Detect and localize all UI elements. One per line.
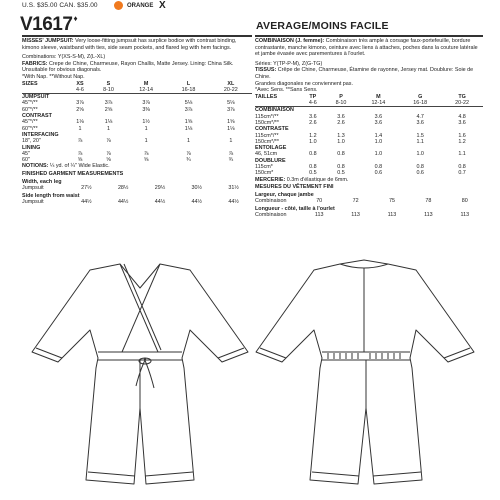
description-en: MISSES' JUMPSUIT: Very loose-fitting jumpsuit has surplice bodice with contrast binding, kimono sleeve, waistband with ties, side seam pockets, and flared leg with hem facings.: [22, 38, 237, 51]
table-row: Combinaison 113 113 113 113 113: [255, 212, 470, 219]
section-title: JUMPSUIT: [22, 94, 50, 101]
size-header-row: TAILLES TP P M G TG: [255, 93, 466, 100]
finished-measurements-title-en: FINISHED GARMENT MEASUREMENTS: [22, 171, 124, 178]
pattern-diamond-icon: ♦: [73, 14, 78, 23]
section-title: CONTRAST: [22, 113, 52, 120]
divider-right: [255, 35, 483, 37]
size-number-row: 4-6 8-10 12-14 16-18 20-22: [22, 87, 252, 94]
section-title: DOUBLURE: [255, 157, 286, 164]
table-row: Jumpsuit 44½ 44½ 44½ 44½ 44½: [22, 199, 239, 206]
fabrics-fr: TISSUS: Crêpe de Chine, Charmeuse, Étamine de rayonne, Jersey mat. Doublure: Soie de Chine.: [255, 67, 474, 80]
table-row: 60"*/** 2⅝ 2⅝ 3⅜ 3⅞ 3⅞: [22, 106, 235, 113]
notions-en: NOTIONS: ¼ yd. of ¼" Wide Elastic.: [22, 163, 110, 170]
table-row: 150cm* 0.5 0.5 0.6 0.6 0.7: [255, 170, 466, 177]
english-column: [22, 38, 252, 205]
table-row: 60" ⅝ ⅝ ⅝ ¾ ¾: [22, 157, 234, 164]
table-row: Jumpsuit 27½ 28½ 29½ 30½ 31½: [22, 185, 239, 192]
width-table-en: [22, 185, 252, 191]
size-number-row: 4-6 8-10 12-14 16-18 20-22: [255, 100, 483, 107]
table-row: 150cm*/** 2.6 2.6 3.6 3.6 3.6: [255, 119, 466, 126]
table-row: Combinaison 70 72 75 78 80: [255, 198, 468, 205]
technical-drawings: [22, 258, 482, 490]
combinations-en: Combinations: Y(XS-S-M), Z(L-XL): [22, 54, 106, 61]
section-title: ENTOILAGE: [255, 145, 287, 152]
side-table-fr: [255, 212, 483, 218]
price-label: U.S. $35.00 CAN. $35.00: [22, 2, 98, 9]
section-title: INTERFACING: [22, 131, 59, 138]
section-title: COMBINAISON: [255, 107, 294, 114]
table-row: 45"*/** 1⅛ 1⅛ 1½ 1⅝ 1⅝: [22, 119, 235, 126]
series-fr: Séries: Y(TP-P-M), Z(G-TG): [255, 60, 323, 67]
color-dot-icon: [114, 1, 123, 10]
width-title-en: Width, each leg: [22, 178, 62, 185]
table-row: 45" ⅞ ⅞ ⅞ ⅞ ⅞: [22, 150, 234, 157]
pattern-number: V1617♦: [20, 14, 78, 35]
table-row: 115cm*/** 3.6 3.6 3.6 4.7 4.8: [255, 113, 466, 120]
yardage-table-fr: [255, 94, 483, 177]
notions-fr: MERCERIE: 0.3m d'élastique de 6mm.: [255, 176, 349, 183]
side-length-title-fr: Longueur - côté, taille à l'ourlet: [255, 205, 335, 212]
french-column: [255, 38, 483, 219]
jumpsuit-front-line-drawing: [32, 264, 248, 484]
color-name: ORANGE: [127, 3, 154, 9]
nap-note-fr: *Avec Sens. **Sans Sens.: [255, 87, 318, 94]
table-row: 46, 51cm 0.8 0.8 1.0 1.0 1.1: [255, 151, 466, 158]
nap-note-en: *With Nap. **Without Nap.: [22, 73, 85, 80]
width-table-fr: [255, 198, 483, 204]
fabrics-en: FABRICS: Crepe de Chine, Charmeuse, Rayon Challis, Matte Jersey. Lining: China Silk.: [22, 60, 234, 67]
table-row: 60"*/** 1 1 1 1⅛ 1⅛: [22, 125, 235, 132]
x-mark: X: [159, 0, 166, 11]
side-length-title-en: Side length from waist: [22, 192, 80, 199]
table-row: 115cm*/** 1.2 1.3 1.4 1.5 1.6: [255, 132, 466, 139]
unsuitable-en: Unsuitable for obvious diagonals.: [22, 67, 102, 74]
table-row: 45"*/** 3⅞ 3⅞ 3⅞ 5⅛ 5⅛: [22, 100, 235, 107]
table-row: 115cm* 0.8 0.8 0.8 0.8 0.8: [255, 164, 466, 171]
description-fr: COMBINAISON (J. femme): Combinaison très ample à corsage faux-portefeuille, bordure contrastante, manche kimono, ceinture avec liens à attaches, poches dans la couture latérale et jambe évasée avec parementures à l'ourlet.: [255, 38, 478, 58]
width-title-fr: Largeur, chaque jambe: [255, 191, 314, 198]
divider-left: [22, 35, 252, 37]
finished-measurements-title-fr: MESURES DU VÊTEMENT FINI: [255, 184, 334, 191]
yardage-table-en: [22, 81, 252, 164]
difficulty-level: AVERAGE/MOINS FACILE: [256, 20, 389, 32]
section-title: CONTRASTE: [255, 126, 289, 133]
unsuitable-fr: Grandes diagonales ne conviennent pas.: [255, 80, 354, 87]
table-row: 18", 20" ⅞ ⅞ 1 1 1: [22, 138, 233, 145]
size-header-row: SIZES XS S M L XL: [22, 80, 235, 87]
table-row: 150cm*/** 1.0 1.0 1.0 1.1 1.2: [255, 138, 466, 145]
side-table-en: [22, 199, 252, 205]
section-title: LINING: [22, 144, 41, 151]
jumpsuit-back-line-drawing: [256, 260, 474, 484]
